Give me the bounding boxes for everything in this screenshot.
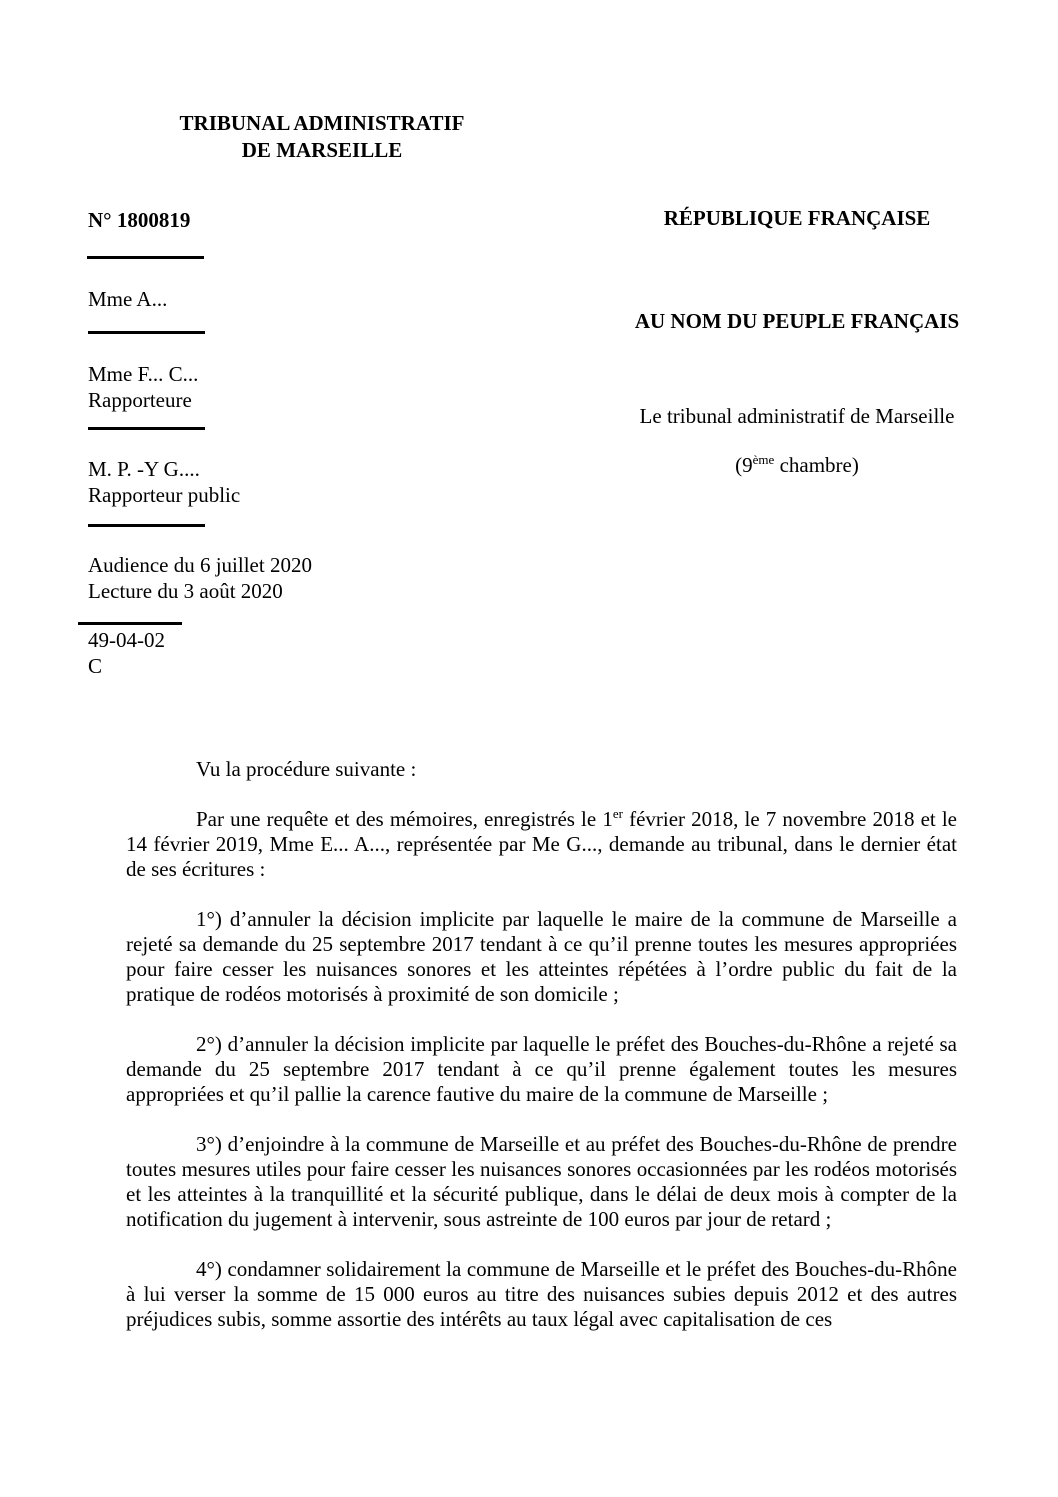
paragraph-demand-2: 2°) d’annuler la décision implicite par laquelle le préfet des Bouches-du-Rhône a rejeté sa demande du 25 septembre 2017 tendant à ce qu’il prenne également toutes les mesures appropriées et qu’il pallie la carence fautive du maire de la commune de Marseille ; [126,1032,957,1106]
hearing-date: Audience du 6 juillet 2020 [88,553,312,577]
divider-rule [88,427,205,430]
people-motto: AU NOM DU PEUPLE FRANÇAIS [634,309,960,333]
divider-rule [78,622,182,625]
dates-block [88,552,312,604]
divider-rule [88,331,205,334]
paragraph-intro: Vu la procédure suivante : [196,757,417,781]
paragraph-demand-3: 3°) d’enjoindre à la commune de Marseille et au préfet des Bouches-du-Rhône de prendre toutes mesures utiles pour faire cesser les nuisances sonores occasionnées par les rodéos motorisés et les atteintes à la tranquillité et la sécurité publique, dans le délai de deux mois à compter de la notification du jugement à intervenir, sous astreinte de 100 euros par jour de retard ; [126,1132,957,1231]
court-name-line2: DE MARSEILLE [241,138,403,162]
classification-code: 49-04-02 [88,628,165,652]
classification-letter: C [88,654,103,678]
rapporteur-public-name: M. P. -Y G.... [88,457,200,481]
divider-rule [87,256,204,259]
paragraph-request: Par une requête et des mémoires, enregistrés le 1er février 2018, le 7 novembre 2018 et le 14 février 2019, Mme E... A..., représentée par Me G..., demande au tribunal, dans le dernier état de ses écritures : [126,806,958,881]
rapporteur-block [88,361,198,413]
body-text [126,757,957,1357]
paragraph-demand-4: 4°) condamner solidairement la commune de Marseille et le préfet des Bouches-du-Rhône à lui verser la somme de 15 000 euros au titre des nuisances subies depuis 2012 et des autres préjudices subis, somme assortie des intérêts au taux légal avec capitalisation de ces [126,1257,957,1331]
applicant-name: Mme A... [88,287,168,311]
republic-title: RÉPUBLIQUE FRANÇAISE [663,206,931,230]
divider-rule [88,524,205,527]
tribunal-line: Le tribunal administratif de Marseille [639,404,955,428]
rapporteur-public-block [88,456,240,508]
chamber-line: (9ème chambre) [735,452,859,477]
classification-block [88,627,165,679]
case-number: N° 1800819 [88,208,191,232]
rapporteur-name: Mme F... C... [88,362,199,386]
rapporteur-public-role: Rapporteur public [88,483,241,507]
court-name-line1: TRIBUNAL ADMINISTRATIF [179,111,465,135]
rapporteur-role: Rapporteure [88,388,192,412]
reading-date: Lecture du 3 août 2020 [88,579,283,603]
paragraph-demand-1: 1°) d’annuler la décision implicite par laquelle le maire de la commune de Marseille a rejeté sa demande du 25 septembre 2017 tendant à ce qu’il prenne toutes les mesures appropriées pour faire cesser les nuisances sonores et les atteintes répétées à l’ordre public du fait de la pratique de rodéos motorisés à proximité de son domicile ; [126,907,957,1006]
court-header [157,110,487,164]
